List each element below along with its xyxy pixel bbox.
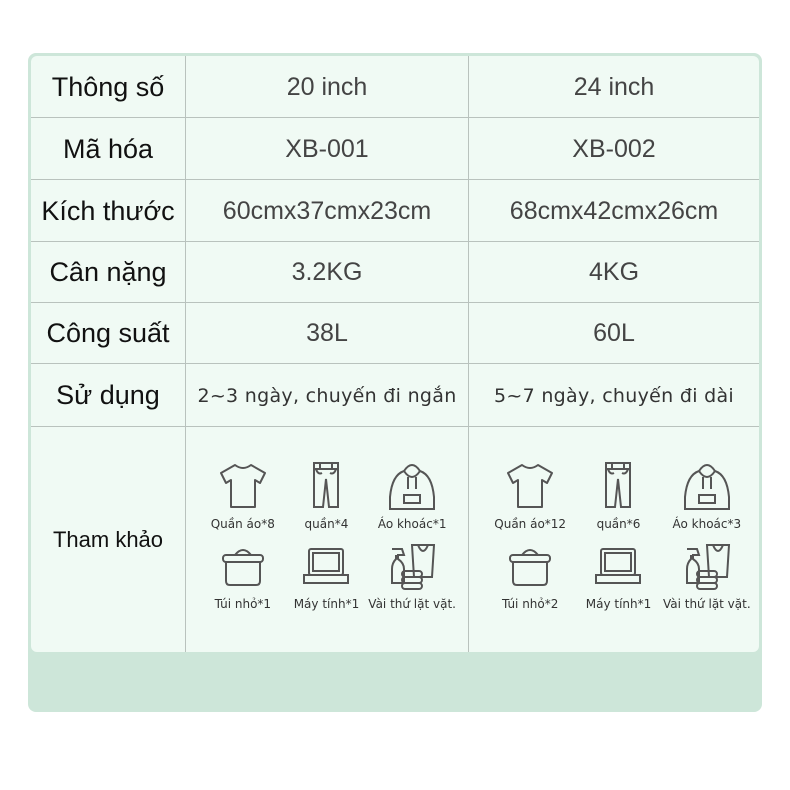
code-24inch-value: XB-002 <box>572 134 656 163</box>
laptop-icon <box>298 537 354 593</box>
reference-item <box>285 457 369 531</box>
pouch-icon <box>215 537 271 593</box>
capacity-24inch-value: 60L <box>593 319 635 347</box>
reference-item <box>574 537 662 611</box>
reference-item <box>486 457 574 531</box>
pants-icon <box>298 457 354 513</box>
reference-item <box>368 537 456 611</box>
reference-item <box>201 537 285 611</box>
reference-item-label: Vài thứ lặt vặt. <box>368 597 456 611</box>
specification-20inch-value: 20 inch <box>286 72 368 101</box>
reference-item-label: Máy tính*1 <box>293 597 360 611</box>
reference-item-label: Vài thứ lặt vặt. <box>662 597 751 611</box>
reference-item-label: Túi nhỏ*2 <box>501 597 559 611</box>
code-20inch-value: XB-001 <box>285 134 369 163</box>
usage-label: Sử dụng <box>56 380 160 410</box>
code-label: Mã hóa <box>62 133 154 164</box>
pouch-icon <box>502 537 558 593</box>
weight-20inch-value: 3.2KG <box>291 258 363 286</box>
reference-item <box>574 457 662 531</box>
reference-item-label: quần*4 <box>304 517 349 531</box>
toiletries-icon <box>679 537 735 593</box>
hoodie-icon <box>384 457 440 513</box>
spec-table <box>31 56 759 652</box>
reference-item <box>486 537 574 611</box>
reference-item-label: Túi nhỏ*1 <box>214 597 272 611</box>
usage-20inch-value: 2~3 ngày, chuyến đi ngắn <box>197 384 457 407</box>
capacity-label: Công suất <box>46 318 170 348</box>
specification-24inch-value: 24 inch <box>573 72 655 101</box>
usage-24inch-value: 5~7 ngày, chuyến đi dài <box>493 384 734 407</box>
reference-item-label: Áo khoác*1 <box>377 517 447 531</box>
reference-item-label: quần*6 <box>596 517 641 531</box>
reference-item-label: Quần áo*8 <box>210 517 275 531</box>
reference-item <box>663 457 751 531</box>
weight-24inch-value: 4KG <box>588 258 640 286</box>
tshirt-icon <box>215 457 271 513</box>
laptop-icon <box>590 537 646 593</box>
reference-item-label: Áo khoác*3 <box>672 517 742 531</box>
reference-items-20inch <box>201 457 456 611</box>
weight-label: Cân nặng <box>49 257 167 287</box>
specification-label: Thông số <box>51 71 165 102</box>
capacity-20inch-value: 38L <box>306 319 348 347</box>
dimensions-20inch-value: 60cmx37cmx23cm <box>222 196 432 225</box>
toiletries-icon <box>384 537 440 593</box>
reference-item-label: Máy tính*1 <box>585 597 652 611</box>
dimensions-label: Kích thước <box>41 195 175 226</box>
reference-item-label: Quần áo*12 <box>494 517 567 531</box>
reference-item <box>285 537 369 611</box>
reference-item <box>201 457 285 531</box>
reference-item <box>663 537 751 611</box>
hoodie-icon <box>679 457 735 513</box>
reference-items-24inch <box>486 457 751 611</box>
dimensions-24inch-value: 68cmx42cmx26cm <box>509 196 719 225</box>
tshirt-icon <box>502 457 558 513</box>
reference-item <box>368 457 456 531</box>
pants-icon <box>590 457 646 513</box>
reference-label: Tham khảo <box>52 526 164 552</box>
